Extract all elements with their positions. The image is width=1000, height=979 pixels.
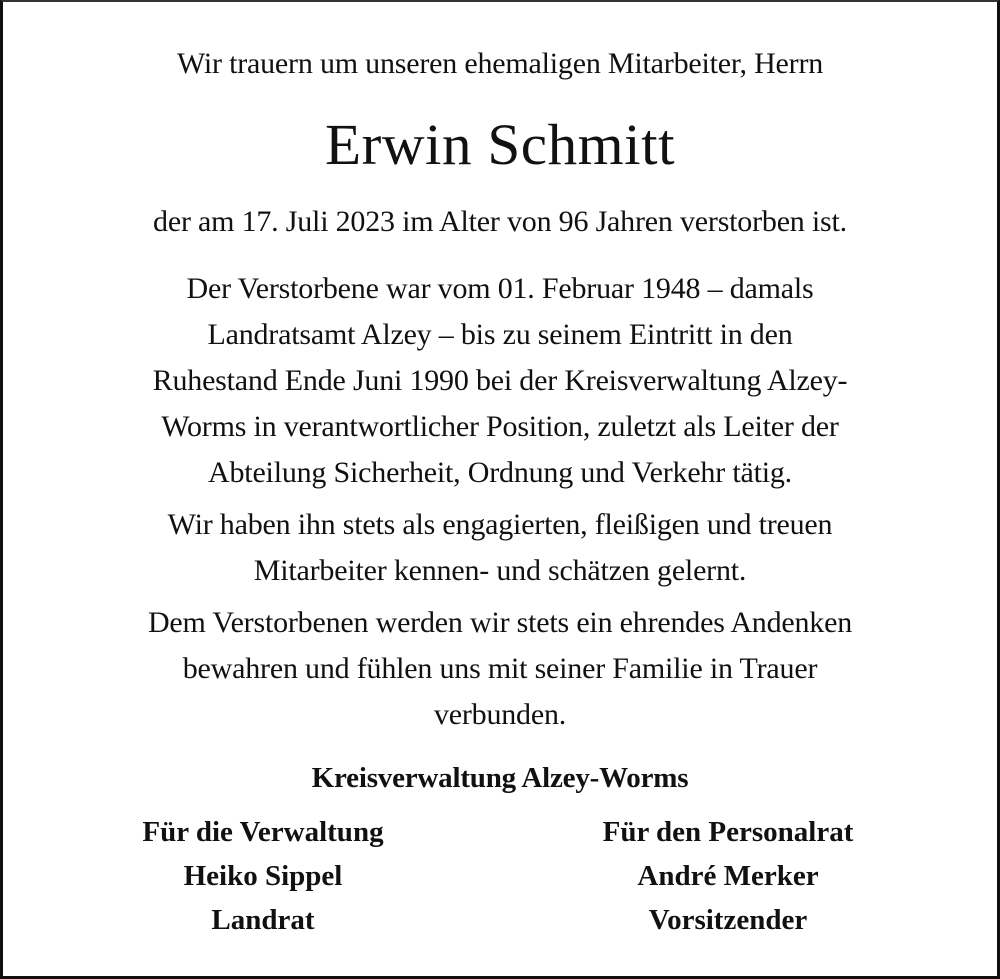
deceased-name: Erwin Schmitt [324,112,676,177]
death-line: der am 17. Juli 2023 im Alter von 96 Jahren verstorben ist. [153,205,847,238]
intro-line: Wir trauern um unseren ehemaligen Mitarbeiter, Herrn [176,47,824,80]
career-line: Landratsamt Alzey – bis zu seinem Eintritt in den [207,318,793,351]
signatory-title: Vorsitzender [648,904,808,936]
organization-name: Kreisverwaltung Alzey-Worms [311,762,689,794]
signatory-staff-council [523,810,933,942]
career-line: Worms in verantwortlicher Position, zuletzt als Leiter der [161,410,839,443]
remembrance-line: Dem Verstorbenen werden wir stets ein ehrendes Andenken [147,606,853,639]
signatory-administration [63,810,463,942]
signatory-name: Heiko Sippel [183,860,343,892]
career-line: Abteilung Sicherheit, Ordnung und Verkehr tätig. [208,456,792,489]
signatory-title: Landrat [211,904,315,936]
signatory-name: André Merker [637,860,819,892]
appreciation-line: Wir haben ihn stets als engagierten, fleißigen und treuen [167,508,833,541]
career-line: Ruhestand Ende Juni 1990 bei der Kreisverwaltung Alzey- [152,364,848,397]
signatory-role-group: Für den Personalrat [602,816,854,848]
remembrance-line: bewahren und fühlen uns mit seiner Familie in Trauer [182,652,818,685]
appreciation-line: Mitarbeiter kennen- und schätzen gelernt. [253,554,747,587]
signatory-role-group: Für die Verwaltung [142,816,384,848]
remembrance-line: verbunden. [433,698,567,731]
career-line: Der Verstorbene war vom 01. Februar 1948 – damals [186,272,814,305]
